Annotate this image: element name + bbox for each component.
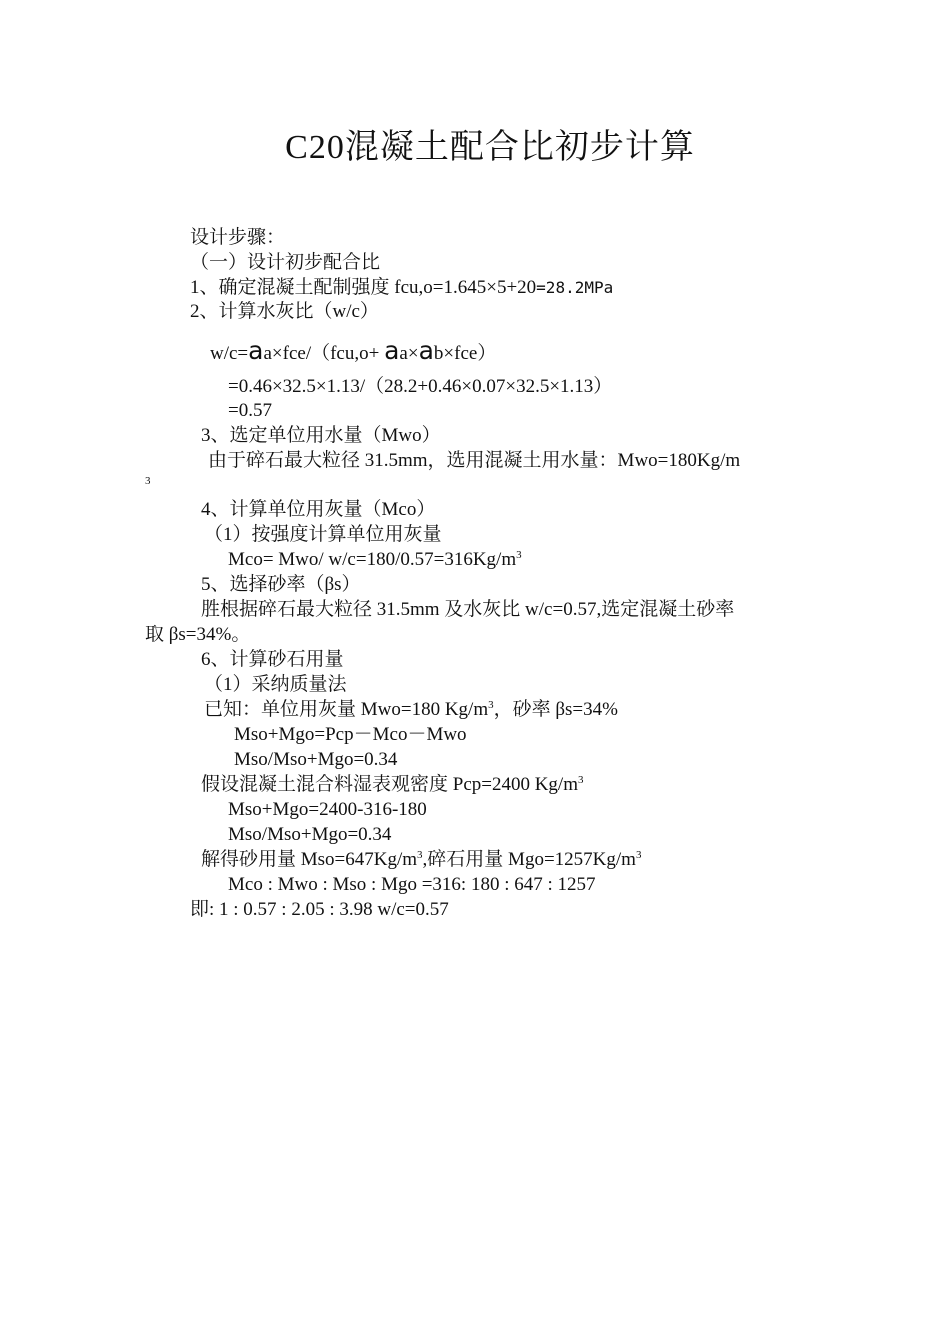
alpha-symbol: a — [418, 336, 434, 365]
water-quantity-text: 由于碎石最大粒径 31.5mm，选用混凝土用水量：Mwo=180Kg/m — [208, 450, 741, 471]
cement-quantity-formula — [228, 548, 522, 572]
mass-equation-4: Mso/Mso+Mgo=0.34 — [228, 824, 392, 845]
wc-formula-part: a× — [399, 343, 419, 364]
wc-formula-part: a×fce/（fcu,o+ — [263, 343, 385, 364]
stone-quantity-superscript: 3 — [635, 849, 642, 861]
mix-proportion-masses: Mco : Mwo : Mso : Mgo =316: 180 : 647 : 1257 — [228, 874, 596, 895]
assumed-density — [201, 773, 584, 797]
sand-ratio-value: 取 βs=34%。 — [145, 624, 251, 645]
mix-proportion-ratio: 即: 1 : 0.57 : 2.05 : 3.98 w/c=0.57 — [190, 899, 449, 920]
mass-equation-3: Mso+Mgo=2400-316-180 — [228, 799, 427, 820]
wc-result: =0.57 — [228, 400, 272, 421]
known-values — [204, 698, 618, 722]
known-cement: 已知：单位用灰量 Mwo=180 Kg/m — [204, 699, 489, 720]
alpha-symbol: a — [384, 336, 400, 365]
known-sand-ratio: ，砂率 βs=34% — [493, 699, 618, 720]
water-quantity-superscript: 3 — [145, 475, 151, 487]
cement-quantity-superscript: 3 — [516, 549, 522, 561]
step-1-strength — [190, 276, 613, 300]
section-heading-initial-mix: （一）设计初步配合比 — [190, 252, 381, 273]
step-5-sand-ratio: 5、选择砂率（βs） — [201, 574, 361, 595]
assumed-density-superscript: 3 — [578, 774, 584, 786]
step-3-water-quantity: 3、选定单位用水量（Mwo） — [201, 425, 441, 446]
step-2-water-cement-ratio: 2、计算水灰比（w/c） — [190, 301, 379, 322]
wc-formula-part: w/c= — [210, 343, 249, 364]
step-1-formula: 1、确定混凝土配制强度 fcu,o=1.645×5+20 — [190, 277, 537, 298]
solution-result — [201, 848, 641, 872]
assumed-density-text: 假设混凝土混合料湿表观密度 Pcp=2400 Kg/m — [201, 774, 578, 795]
sand-quantity: 解得砂用量 Mso=647Kg/m — [201, 849, 418, 870]
step-1-result: =28.2MPa — [536, 278, 614, 297]
known-cement-superscript: 3 — [488, 699, 494, 711]
mass-equation-2: Mso/Mso+Mgo=0.34 — [234, 749, 398, 770]
mass-method-heading: （1）采纳质量法 — [204, 674, 347, 695]
wc-substitution: =0.46×32.5×1.13/（28.2+0.46×0.07×32.5×1.13） — [228, 376, 613, 397]
step-4-cement-quantity: 4、计算单位用灰量（Mco） — [201, 499, 436, 520]
cement-quantity-text: Mco= Mwo/ w/c=180/0.57=316Kg/m — [228, 549, 517, 570]
wc-formula — [210, 336, 497, 366]
strength-calculation-heading: （1）按强度计算单位用灰量 — [204, 524, 442, 545]
design-steps-heading: 设计步骤： — [190, 227, 286, 248]
step-6-sand-stone-quantity: 6、计算砂石用量 — [201, 649, 344, 670]
mass-equation-1: Mso+Mgo=Pcp－Mco－Mwo — [234, 724, 467, 745]
alpha-symbol: a — [248, 336, 264, 365]
stone-quantity: ,碎石用量 Mgo=1257Kg/m — [422, 849, 636, 870]
sand-quantity-superscript: 3 — [417, 849, 423, 861]
document-title: C20混凝土配合比初步计算 — [285, 129, 695, 166]
wc-formula-part: b×fce） — [433, 343, 497, 364]
sand-ratio-text: 胜根据碎石最大粒径 31.5mm 及水灰比 w/c=0.57,选定混凝土砂率 — [201, 599, 735, 620]
